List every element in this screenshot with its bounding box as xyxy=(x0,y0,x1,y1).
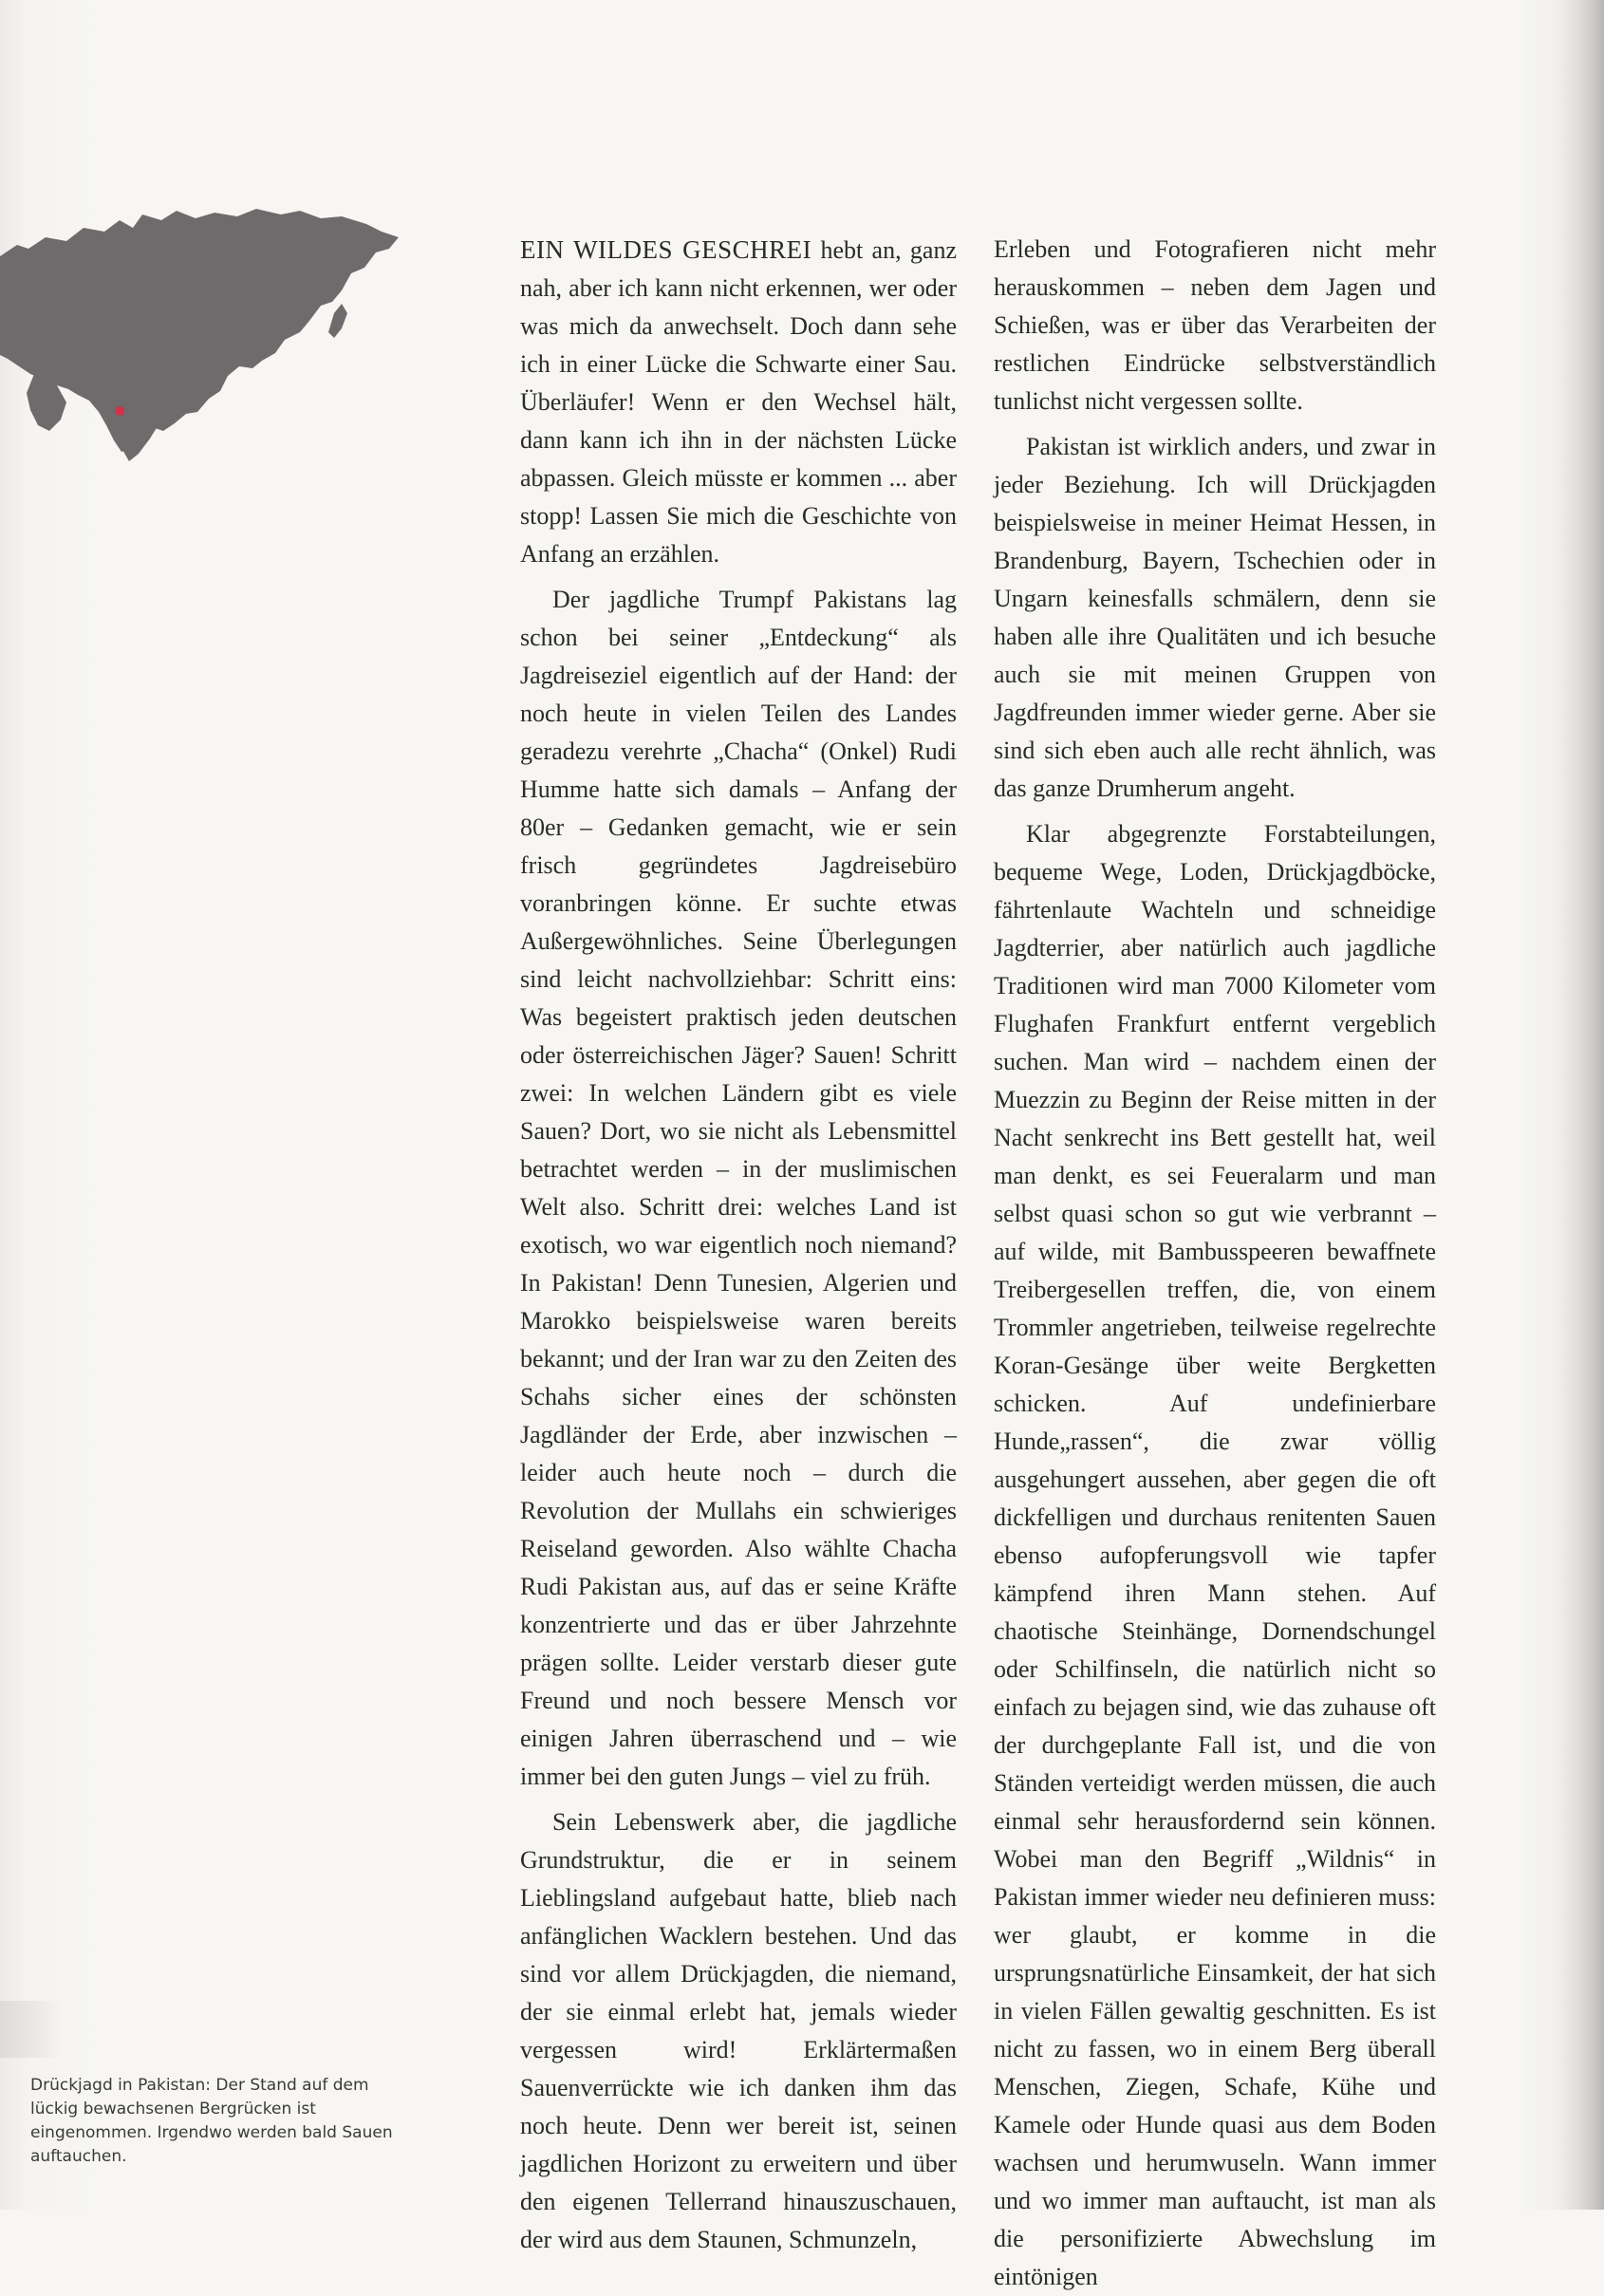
paragraph-5: Pakistan ist wirklich anders, und zwar in jeder Beziehung. Ich will Drückjagden beispielsweise in meiner Heimat Hessen, in Brandenburg, Bayern, Tschechien oder in Ungarn keinesfalls schmälern, denn sie haben alle ihre Qualitäten und ich besuche auch sie mit meinen Gruppen von Jagdfreunden immer wieder gerne. Aber sie sind sich eben auch alle recht ähnlich, was das ganze Drumherum angeht. xyxy=(994,433,1436,802)
paragraph-3: Sein Lebenswerk aber, die jagdliche Grundstruktur, die er in seinem Lieblingsland aufgebaut hatte, blieb nach anfänglichen Wacklern bestehen. Und das sind vor allem Drückjagden, die niemand, der sie einmal erlebt hat, jemals wieder vergessen wird! Erklärtermaßen Sauenverrückte wie ich danken ihm das noch heute. Denn wer bereit ist, seinen jagdlichen Horizont zu erweitern und über den eigenen Tellerrand hinauszuschauen, der wird aus dem Staunen, Schmunzeln, xyxy=(520,1808,957,2253)
paragraph-2: Der jagdliche Trumpf Pakistans lag schon bei seiner „Entdeckung“ als Jagdreiseziel eigentlich auf der Hand: der noch heute in vielen Teilen des Landes geradezu verehrte „Chacha“ (Onkel) Rudi Humme hatte sich damals – Anfang der 80er – Gedanken gemacht, wie er sein frisch gegründetes Jagdreisebüro voranbringen könne. Er suchte etwas Außergewöhnliches. Seine Überlegungen sind leicht nachvollziehbar: Schritt eins: Was begeistert praktisch jeden deutschen oder österreichischen Jäger? Sauen! Schritt zwei: In welchen Ländern gibt es viele Sauen? Dort, wo sie nicht als Lebensmittel betrachtet werden – in der muslimischen Welt also. Schritt drei: welches Land ist exotisch, wo war eigentlich noch niemand? In Pakistan! Denn Tunesien, Algerien und Marokko beispielsweise waren bereits bekannt; und der Iran war zu den Zeiten des Schahs sicher eines der schönsten Jagdländer der Erde, aber inzwischen – leider auch heute noch – durch die Revolution der Mullahs ein schwieriges Reiseland geworden. Also wählte Chacha Rudi Pakistan aus, auf das er seine Kräfte konzentrierte und das er über Jahrzehnte prägen sollte. Leider verstarb dieser gute Freund und noch bessere Mensch vor einigen Jahren überraschend und – wie immer bei den guten Jungs – viel zu früh. xyxy=(520,586,957,1790)
asia-map-graphic xyxy=(0,199,399,465)
lead-in: EIN WILDES GESCHREI xyxy=(520,235,812,264)
paragraph-6: Klar abgegrenzte Forstabteilungen, bequeme Wege, Loden, Drückjagdböcke, fährtenlaute Wachteln und schneidige Jagdterrier, aber natürlich auch jagdliche Traditionen wird man 7000 Kilometer vom Flughafen Frankfurt entfernt vergeblich suchen. Man wird – nachdem einen der Muezzin zu Beginn der Reise mitten in der Nacht senkrecht ins Bett gestellt hat, weil man denkt, es sei Feueralarm und man selbst quasi schon so gut wie verbrannt – auf wilde, mit Bambusspeeren bewaffnete Treibergesellen treffen, die, von einem Trommler angetrieben, teilweise regelrechte Koran-Gesänge über weite Bergketten schicken. Auf undefinierbare Hunde„rassen“, die zwar völlig ausgehungert aussehen, aber gegen die oft dickfelligen und durchaus renitenten Sauen ebenso aufopferungsvoll wie tapfer kämpfend ihren Mann stehen. Auf chaotische Steinhänge, Dornendschungel oder Schilfinseln, die natürlich nicht so einfach zu bejagen sind, wie das zuhause oft der durchgeplante Fall ist, und die von Ständen verteidigt werden müssen, die auch einmal sehr herausfordernd sein können. Wobei man den Begriff „Wildnis“ in Pakistan immer wieder neu definieren muss: wer glaubt, er komme in die ursprungsnatürliche Einsamkeit, der hat sich in vielen Fällen gewaltig geschnitten. Es ist nicht zu fassen, wo in einem Berg überall Menschen, Ziegen, Schafe, Kühe und Kamele oder Hunde quasi aus dem Boden wachsen und herumwuseln. Wann immer und wo immer man auftaucht, ist man als die personifizierte Abwechslung im eintönigen xyxy=(994,820,1436,2290)
paragraph-1 xyxy=(520,231,957,573)
paragraph-4: Erleben und Fotografieren nicht mehr herauskommen – neben dem Jagen und Schießen, was er über das Verarbeiten der restlichen Eindrücke selbstverständlich tunlichst nicht vergessen sollte. xyxy=(994,235,1436,415)
text-column-left xyxy=(520,231,957,2259)
caption-photo-edge xyxy=(0,2001,66,2058)
text-column-right xyxy=(994,231,1436,2296)
japan-islands-shape xyxy=(328,304,347,338)
pakistan-marker xyxy=(115,406,124,416)
paragraph-1-text: hebt an, ganz nah, aber ich kann nicht erkennen, wer oder was mich da anwechselt. Doch dann sehe ich in einer Lücke die Schwarte einer Sau. Überläufer! Wenn er den Wechsel hält, dann kann ich ihn in der nächsten Lücke abpassen. Gleich müsste er kommen ... aber stopp! Lassen Sie mich die Geschichte von Anfang an erzählen. xyxy=(520,236,957,568)
image-caption: Drückjagd in Pakistan: Der Stand auf dem lückig bewachsenen Bergrücken ist eingenommen. Irgendwo werden bald Sauen auftauchen. xyxy=(30,2076,393,2166)
